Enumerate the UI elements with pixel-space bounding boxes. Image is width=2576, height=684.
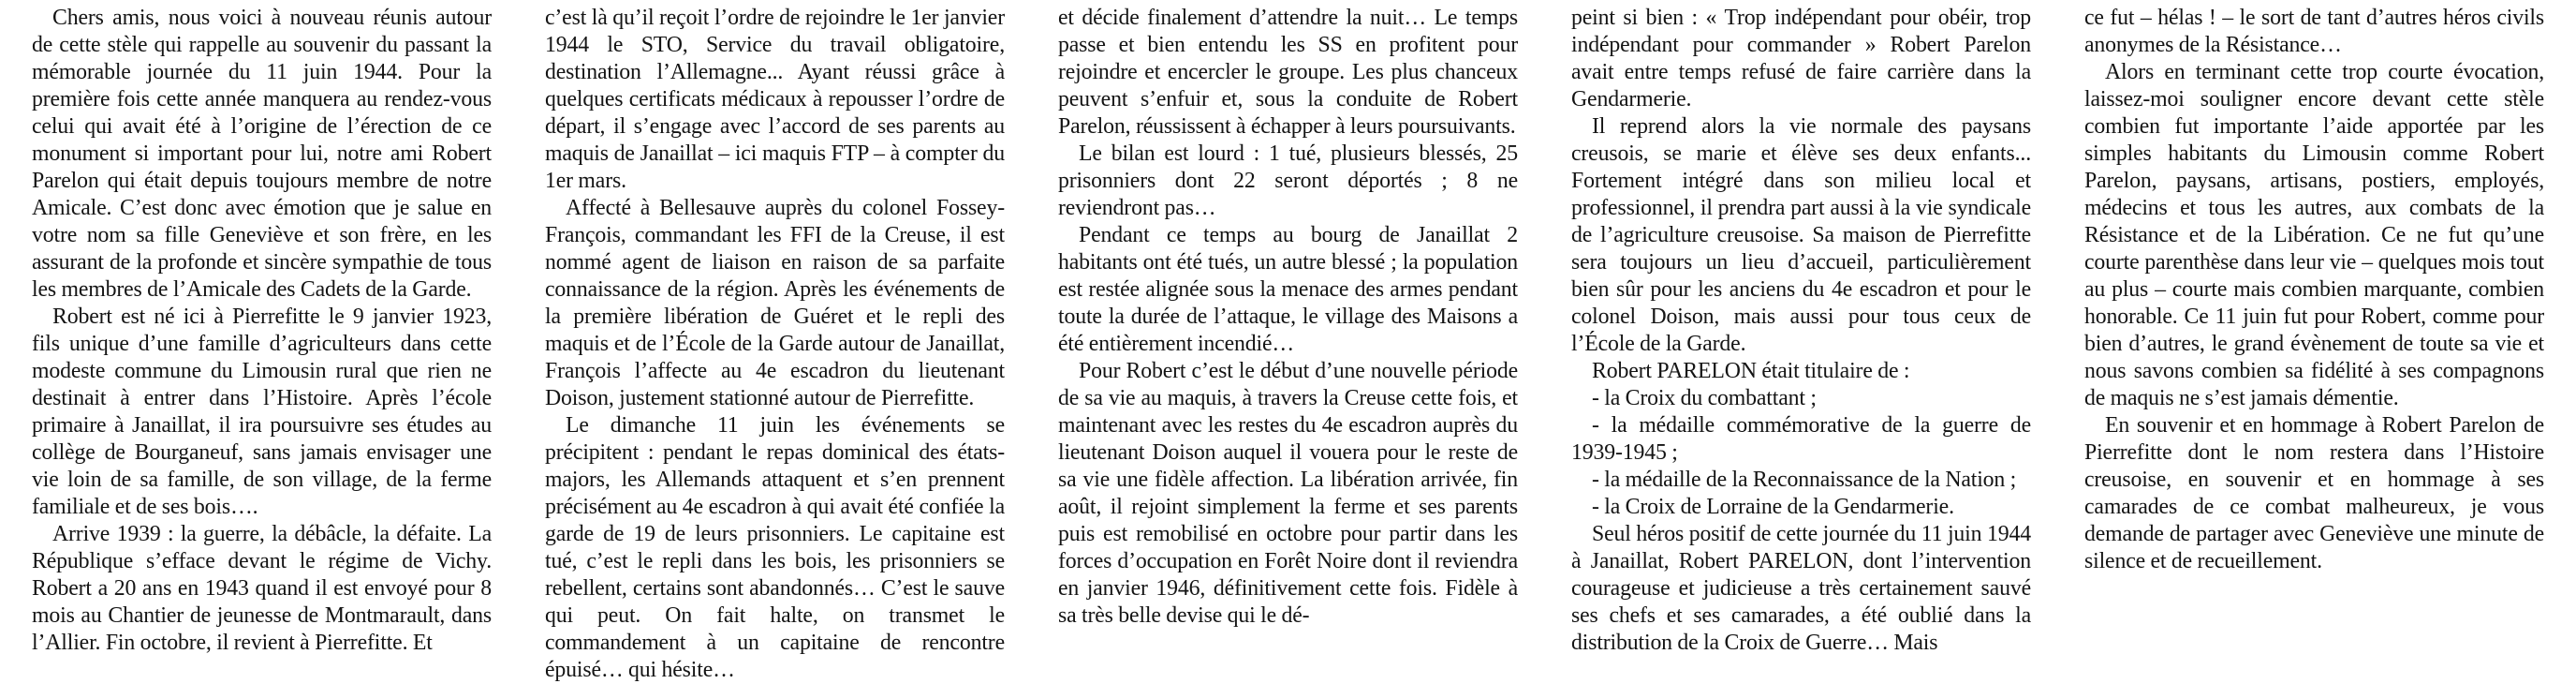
paragraph: Affecté à Bellesauve auprès du colonel Fossey-François, commandant les FFI de la Creuse, il est nommé agent de liaison en raison de sa parfaite connaissance de la région. Après les événements de la première libération de Guéret et le repli des maquis et de l’École de la Garde autour de Janaillat, François l’affecte au 4e escadron du lieutenant Doison, justement stationné autour de Pierrefitte. xyxy=(545,196,1005,410)
column-4 xyxy=(1571,5,2031,656)
paragraph-continuation: et décide finalement d’attendre la nuit… Le temps passe et bien entendu les SS en profitent pour rejoindre et encercler le groupe. Les plus chanceux peuvent s’enfuir et, sous la conduite de Robert Parelon, réussissent à échapper à leurs poursuivants. xyxy=(1058,6,1518,139)
column-2 xyxy=(545,5,1005,682)
column-1 xyxy=(32,5,492,656)
paragraph: En souvenir et en hommage à Robert Parelon de Pierrefitte dont le nom restera dans l’Histoire creusoise, en souvenir et en hommage à ses camarades de ce combat malheureux, je vous demande de partager avec Geneviève une minute de silence et de recueillement. xyxy=(2084,413,2544,573)
paragraph: Il reprend alors la vie normale des paysans creusois, se marie et élève ses deux enfants... Fortement intégré dans son milieu local et professionnel, il prendra part aussi à la vie syndicale de l’agriculture creusoise. Sa maison de Pierrefitte sera toujours un lieu d’accueil, particulièrement bien sûr pour les anciens du 4e escadron et pour le colonel Doison, mais aussi pour tous ceux de l’École de la Garde. xyxy=(1571,114,2031,356)
list-item: - la médaille commémorative de la guerre de 1939-1945 ; xyxy=(1571,413,2031,465)
list-item: - la Croix de Lorraine de la Gendarmerie. xyxy=(1592,495,1954,519)
paragraph: Robert PARELON était titulaire de : xyxy=(1592,359,1910,383)
text-columns xyxy=(32,5,2544,682)
list-item: - la médaille de la Reconnaissance de la Nation ; xyxy=(1592,468,2017,492)
paragraph-continuation: peint si bien : « Trop indépendant pour obéir, trop indépendant pour commander » Robert Parelon avait entre temps refusé de faire carrière dans la Gendarmerie. xyxy=(1571,6,2031,112)
paragraph-continuation: c’est là qu’il reçoit l’ordre de rejoindre le 1er janvier 1944 le STO, Service du travail obligatoire, destination l’Allemagne... Ayant réussi grâce à quelques certificats médicaux à repousser l’ordre de départ, il s’engage avec l’accord de ses parents au maquis de Janaillat – ici maquis FTP – à compter du 1er mars. xyxy=(545,6,1005,193)
paragraph: Le dimanche 11 juin les événements se précipitent : pendant le repas dominical des états-majors, les Allemands attaquent et s’en prennent précisément au 4e escadron à qui avait été confiée la garde de 19 de leurs prisonniers. Le capitaine est tué, c’est le repli dans les bois, les prisonniers se rebellent, certains sont abandonnés… C’est le sauve qui peut. On fait halte, on transmet le commandement à un capitaine de rencontre épuisé… qui hésite… xyxy=(545,413,1005,682)
paragraph: Robert est né ici à Pierrefitte le 9 janvier 1923, fils unique d’une famille d’agriculteurs dans cette modeste commune du Limousin rural que rien ne destinait à entrer dans l’Histoire. Après l’école primaire à Janaillat, il ira poursuivre ses études au collège de Bourganeuf, sans jamais envisager une vie loin de sa famille, de son village, de la ferme familiale et de ses bois…. xyxy=(32,305,492,519)
list-item: - la Croix du combattant ; xyxy=(1592,386,1817,410)
paragraph: Chers amis, nous voici à nouveau réunis autour de cette stèle qui rappelle au souvenir du passant la mémorable journée du 11 juin 1944. Pour la première fois cette année manquera au rendez-vous celui qui avait été à l’origine de l’érection de ce monument si important pour lui, notre ami Robert Parelon qui était depuis toujours membre de notre Amicale. C’est donc avec émotion que je salue en votre nom sa fille Geneviève et son frère, en les assurant de la profonde et sincère sympathie de tous les membres de l’Amicale des Cadets de la Garde. xyxy=(32,6,492,302)
paragraph: Arrive 1939 : la guerre, la débâcle, la défaite. La République s’efface devant le régime de Vichy. Robert a 20 ans en 1943 quand il est envoyé pour 8 mois au Chantier de jeunesse de Montmarault, dans l’Allier. Fin octobre, il revient à Pierrefitte. Et xyxy=(32,522,492,655)
paragraph: Seul héros positif de cette journée du 11 juin 1944 à Janaillat, Robert PARELON, dont l’intervention courageuse et judicieuse a très certainement sauvé ses chefs et ses camarades, a été oublié dans la distribution de la Croix de Guerre… Mais xyxy=(1571,522,2031,655)
paragraph: Pendant ce temps au bourg de Janaillat 2 habitants ont été tués, un autre blessé ; la population est restée alignée sous la menace des armes pendant toute la durée de l’attaque, le village des Maisons a été entièrement incendié… xyxy=(1058,223,1518,356)
paragraph: Alors en terminant cette trop courte évocation, laissez-moi souligner encore devant cette stèle combien fut importante l’aide apportée par les simples habitants du Limousin comme Robert Parelon, paysans, artisans, postiers, employés, médecins et tous les autres, aux combats de la Résistance et de la Libération. Ce ne fut qu’une courte parenthèse dans leur vie – quelques mois tout au plus – courte mais combien marquante, combien honorable. Ce 11 juin fut pour Robert, comme pour bien d’autres, le grand évènement de toute sa vie et nous savons combien sa fidélité à ses compagnons de maquis ne s’est jamais démentie. xyxy=(2084,60,2544,410)
paragraph: Le bilan est lourd : 1 tué, plusieurs blessés, 25 prisonniers dont 22 seront déportés ; 8 ne reviendront pas… xyxy=(1058,141,1518,220)
paragraph: Pour Robert c’est le début d’une nouvelle période de sa vie au maquis, à travers la Creuse cette fois, et maintenant avec les restes du 4e escadron auprès du lieutenant Doison auquel il vouera pour le reste de sa vie une fidèle affection. La libération arrivée, fin août, il rejoint simplement la ferme et ses parents puis est remobilisé en octobre pour partir dans les forces d’occupation en Forêt Noire dont il reviendra en janvier 1946, définitivement cette fois. Fidèle à sa très belle devise qui le dé- xyxy=(1058,359,1518,628)
paragraph-continuation: ce fut – hélas ! – le sort de tant d’autres héros civils anonymes de la Résistance… xyxy=(2084,6,2544,57)
column-5 xyxy=(2084,5,2544,656)
column-3 xyxy=(1058,5,1518,656)
